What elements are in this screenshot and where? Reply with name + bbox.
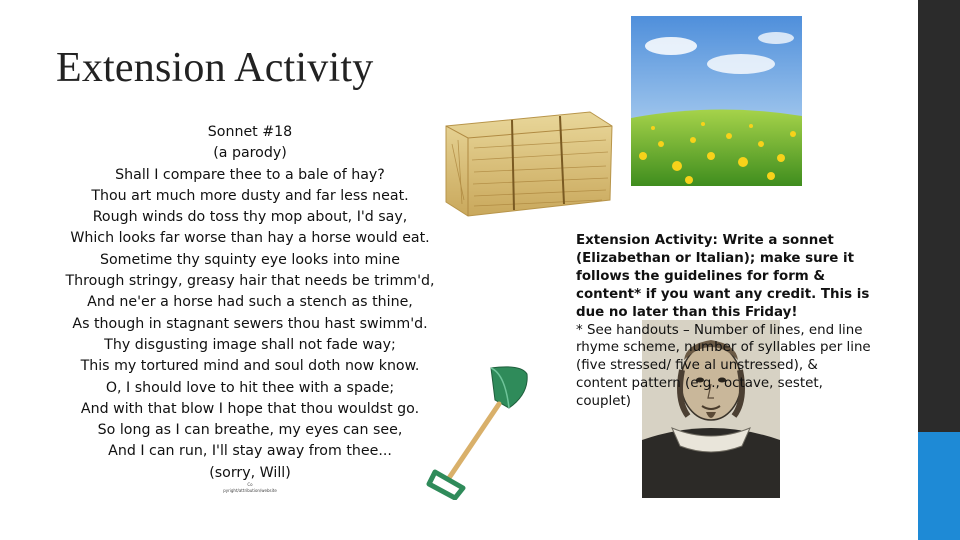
- image-credit-text: Co pyright/attribution/website: [223, 482, 277, 493]
- poem-line: (sorry, Will): [209, 464, 291, 481]
- poem-line: And with that blow I hope that thou wouldst go.: [80, 400, 420, 417]
- poem-line: Which looks far worse than hay a horse would eat.: [70, 230, 430, 247]
- slide-title: Extension Activity: [56, 45, 374, 91]
- poem-line: Sometime thy squinty eye looks into mine: [99, 251, 400, 268]
- poem-line: Shall I compare thee to a bale of hay?: [115, 166, 385, 183]
- poem-line: This my tortured mind and soul doth now know.: [80, 358, 420, 375]
- poem-line: Sonnet #18: [207, 124, 293, 140]
- extension-activity-instructions: [576, 232, 871, 411]
- meadow-picture: [631, 16, 802, 186]
- shovel-picture: [425, 360, 535, 500]
- poem-line: O, I should love to hit thee with a spade;: [105, 379, 395, 396]
- poem-line: And I can run, I'll stay away from thee...: [108, 443, 392, 460]
- activity-paragraph: Extension Activity: Write a sonnet (Elizabethan or Italian); make sure it follows the guidelines for form & content* if you want any credit. This is due no later than this Friday!: [576, 233, 870, 320]
- poem-line: So long as I can breathe, my eyes can see,: [97, 422, 403, 439]
- activity-footnote: * See handouts – Number of lines, end line rhyme scheme, number of syllables per line (five stressed/ five al unstressed), & content pattern (e.g., octave, sestet, couplet): [576, 322, 871, 410]
- accent-bar-decoration: [918, 432, 960, 540]
- poem-line: And ne'er a horse had such a stench as thine,: [87, 294, 413, 311]
- poem-line: Rough winds do toss thy mop about, I'd say,: [92, 209, 408, 226]
- poem-text-block: [40, 122, 460, 484]
- poem-line: (a parody): [213, 145, 287, 162]
- hay-bale-picture: [440, 104, 616, 222]
- poem-line: Thou art much more dusty and far less neat.: [91, 187, 409, 204]
- poem-line: Thy disgusting image shall not fade way;: [104, 336, 396, 353]
- poem-line: Through stringy, greasy hair that needs be trimm'd,: [65, 273, 435, 290]
- poem-line: As though in stagnant sewers thou hast swimm'd.: [72, 315, 428, 332]
